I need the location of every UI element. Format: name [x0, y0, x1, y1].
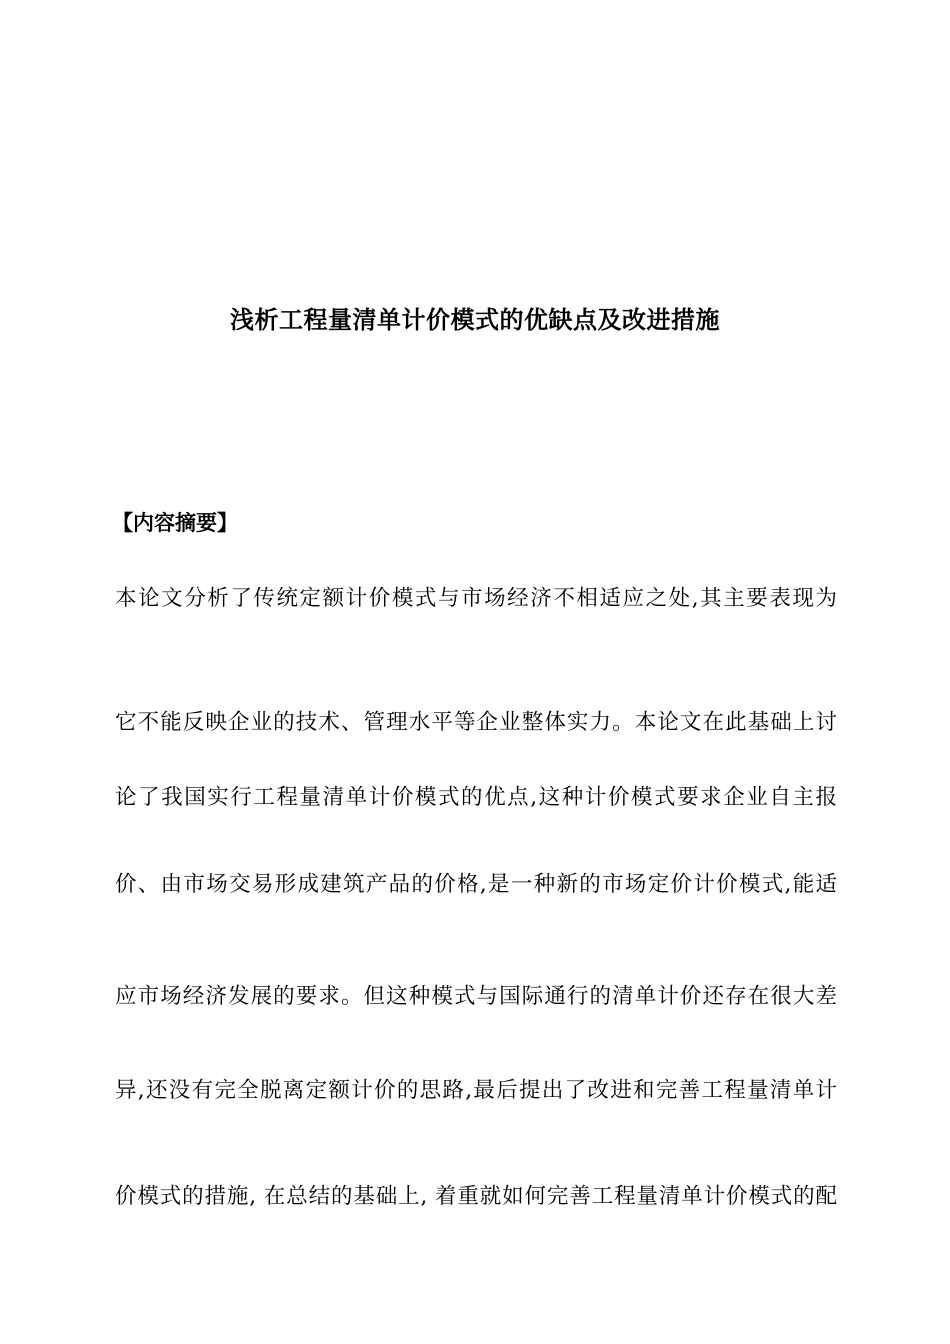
abstract-line: 价、由市场交易形成建筑产品的价格,是一种新的市场定价计价模式,能适 [115, 872, 837, 897]
abstract-line: 应市场经济发展的要求。但这种模式与国际通行的清单计价还存在很大差 [115, 984, 837, 1009]
document-title: 浅析工程量清单计价模式的优缺点及改进措施 [230, 306, 720, 334]
abstract-line: 价模式的措施, 在总结的基础上, 着重就如何完善工程量清单计价模式的配 [115, 1184, 837, 1209]
abstract-line: 论了我国实行工程量清单计价模式的优点,这种计价模式要求企业自主报 [115, 785, 837, 810]
abstract-line: 本论文分析了传统定额计价模式与市场经济不相适应之处,其主要表现为 [115, 586, 837, 611]
abstract-line: 它不能反映企业的技术、管理水平等企业整体实力。本论文在此基础上讨 [115, 710, 837, 735]
abstract-heading: 【内容摘要】 [112, 511, 238, 535]
abstract-line: 异,还没有完全脱离定额计价的思路,最后提出了改进和完善工程量清单计 [115, 1078, 837, 1103]
